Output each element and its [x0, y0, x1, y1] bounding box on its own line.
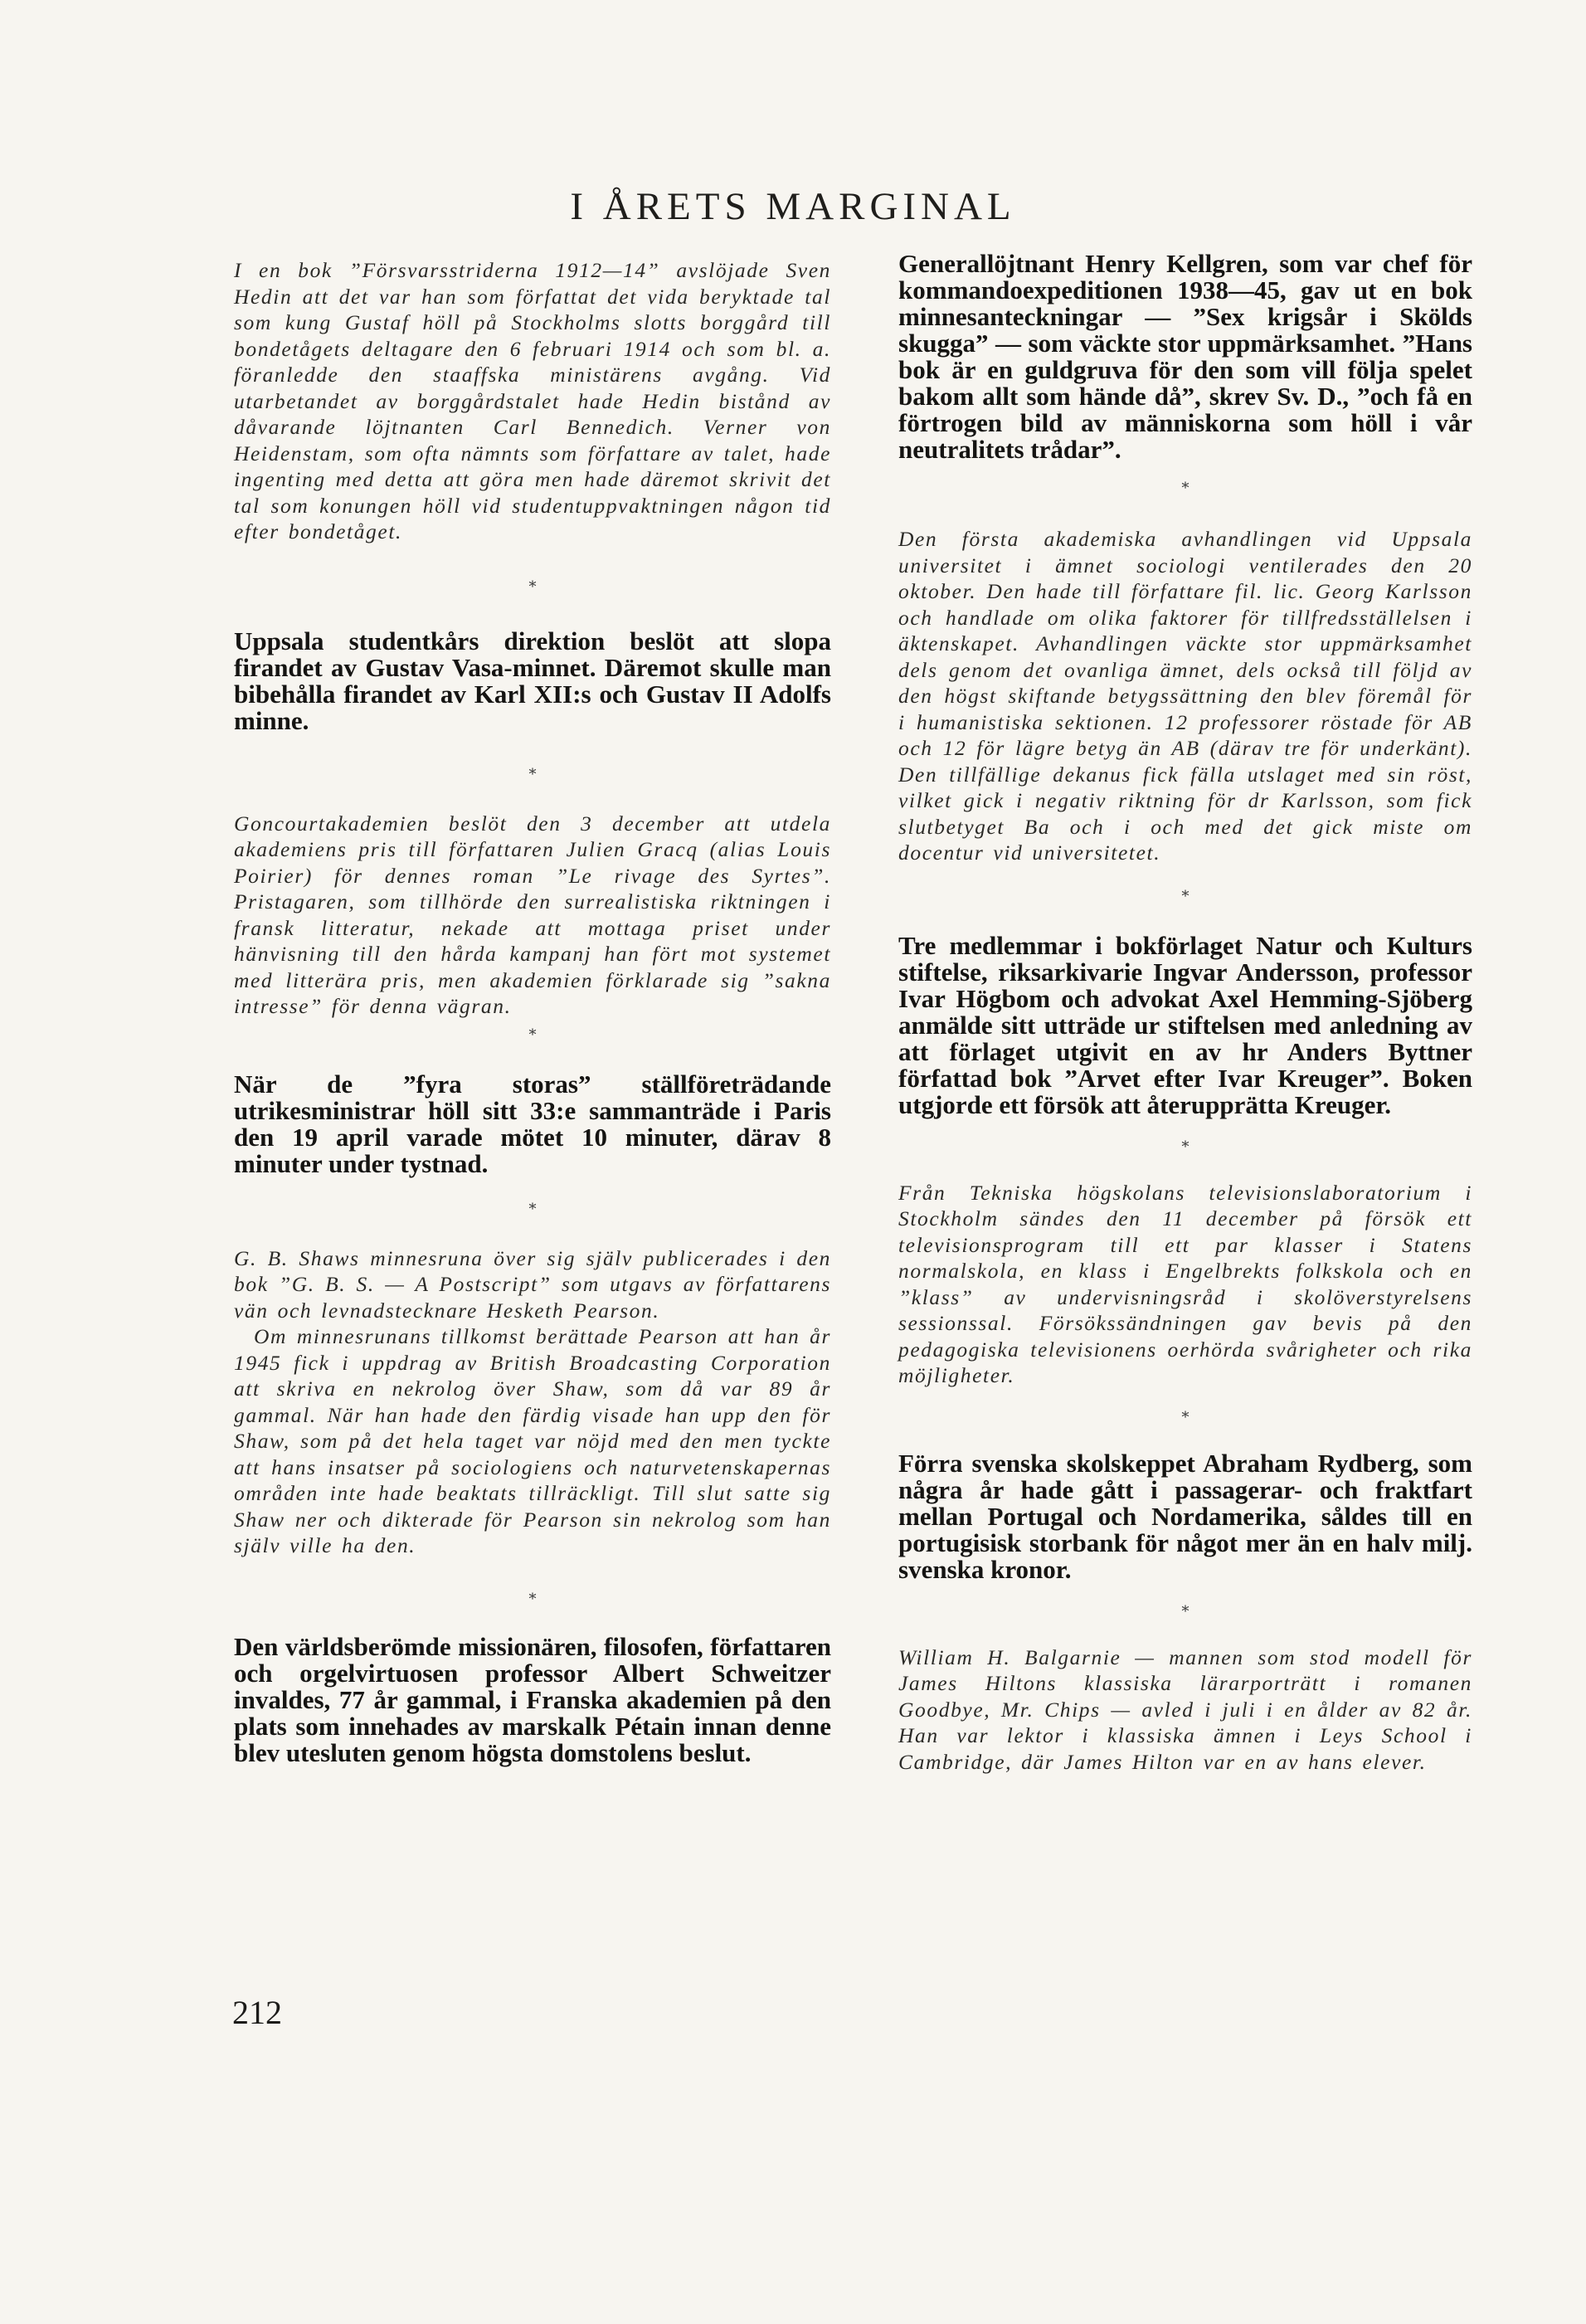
separator-star: * — [528, 1026, 537, 1044]
notice-sociologi — [898, 526, 1472, 866]
notice-television — [898, 1180, 1472, 1389]
separator-star: * — [528, 577, 537, 596]
notice-shaw — [234, 1245, 831, 1559]
separator-star: * — [1181, 1602, 1190, 1620]
notice-text: William H. Balgarnie — mannen som stod modell för James Hiltons klassiska lärarporträtt i romanen Goodbye, Mr. Chips — avled i juli i en ålder av 82 år. Han var lektor i klassiska ämnen i Leys School i Cambridge, där James Hilton var en av hans elever. — [898, 1644, 1472, 1774]
notice-text: Den världsberömde missionären, filosofen, författaren och orgelvirtuosen professor Albert Schweitzer invaldes, 77 år gammal, i Franska akademien på den plats som innehades av marskalk Pétain innan denne blev utesluten genom högsta domstolens beslut. — [234, 1631, 831, 1767]
page-header: I ÅRETS MARGINAL — [570, 185, 1016, 228]
notice-text: Generallöjtnant Henry Kellgren, som var chef för kommandoexpeditionen 1938—45, gav ut en bok minnesanteckningar — ”Sex krigsår i Skölds skugga” — som väckte stor uppmärksamhet. ”Hans bok är en guldgruva för den som vill följa spelet bakom allt som hände då”, skrev Sv. D., ”och få en förtrogen bild av människorna som höll i vår neutralitets trådar”. — [898, 249, 1472, 464]
notice-text: Om minnesrunans tillkomst berättade Pearson att han år 1945 fick i uppdrag av British Broadcasting Corporation att skriva en nekrolog över Shaw, som då var 89 år gammal. När han hade den färdig visade han upp den för Shaw, som på det hela taget var nöjd med den men tyckte att hans insatser på sociologiens och naturvetenskapernas områden inte hade beaktats tillräckligt. Till slut satte sig Shaw ner och dikterade för Pearson sin nekrolog som han själv ville ha den. — [234, 1324, 831, 1557]
notice-fyra-storas — [234, 1071, 831, 1177]
separator-star: * — [528, 1200, 537, 1218]
notice-schweitzer — [234, 1631, 831, 1767]
notice-text: Den första akademiska avhandlingen vid Uppsala universitet i ämnet sociologi ventilerades den 20 oktober. Den hade till författare fil. lic. Georg Karlsson och handlade om olika faktorer för tillfredsställelsen i äktenskapet. Avhandlingen väckte stor uppmärksamhet dels genom det ovanliga ämnet, dels också till följd av den högst skiftande betygssättning den blev föremål för i humanistiska sektionen. 12 professorer röstade för AB och 12 för lägre betyg än AB (därav tre för underkänt). Den tillfällige dekanus fick fälla utslaget med sin röst, vilket gick i negativ riktning för dr Karlsson, som fick slutbetyget Ba och i och med det gick miste om docentur vid universitetet. — [898, 527, 1472, 865]
notice-text: Tre medlemmar i bokförlaget Natur och Kulturs stiftelse, riksarkivarie Ingvar Andersson, professor Ivar Högbom och advokat Axel Hemming-Sjöberg anmälde sitt utträde ur stiftelsen med anledning av att förlaget utgivit en av hr Anders Byttner författad bok ”Arvet efter Ivar Kreuger”. Boken utgjorde ett försök att återupprätta Kreuger. — [898, 930, 1472, 1119]
separator-star: * — [528, 765, 537, 783]
notice-kellgren — [898, 251, 1472, 463]
separator-star: * — [1181, 480, 1190, 497]
separator-star: * — [1181, 1408, 1190, 1426]
notice-hedin — [234, 257, 831, 545]
separator-star: * — [1181, 887, 1190, 905]
notice-goncourt — [234, 811, 831, 1020]
notice-skolskeppet — [898, 1450, 1472, 1583]
notice-text: G. B. Shaws minnesruna över sig själv publicerades i den bok ”G. B. S. — A Postscript” som utgavs av författarens vän och levnadstecknare Hesketh Pearson. — [234, 1245, 831, 1323]
notice-natur-kultur — [898, 930, 1472, 1119]
notice-text: Förra svenska skolskeppet Abraham Rydberg, som några år hade gått i passagerar- och fraktfart mellan Portugal och Nordamerika, såldes till en portugisisk storbank för något mer än en halv milj. svenska kronor. — [898, 1448, 1472, 1584]
right-column — [898, 249, 1472, 1775]
page-number: 212 — [232, 1994, 282, 2031]
separator-star: * — [1181, 1138, 1190, 1156]
notice-text: När de ”fyra storas” ställföreträdande utrikesministrar höll sitt 33:e sammanträde i Paris den 19 april varade mötet 10 minuter, därav 8 minuter under tystnad. — [234, 1069, 831, 1178]
separator-star: * — [528, 1590, 537, 1608]
notice-text: Goncourtakademien beslöt den 3 december att utdela akademiens pris till författaren Julien Gracq (alias Louis Poirier) för dennes roman ”Le rivage des Syrtes”. Pristagaren, som tillhörde den surrealistiska riktningen i fransk litteratur, nekade att mottaga priset under hänvisning till den hårda kampanj han fört mot systemet med litterära pris, men akademien förklarade sig ”sakna intresse” för denna vägran. — [234, 811, 831, 1018]
notice-uppsala — [234, 628, 831, 734]
notice-text: I en bok ”Försvarsstriderna 1912—14” avslöjade Sven Hedin att det var han som författat det vida beryktade tal som kung Gustaf höll på Stockholms slotts borggård till bondetågets deltagare den 6 februari 1914 och som bl. a. föranledde den staaffska ministärens avgång. Vid utarbetandet av borggårdstalet hade Hedin bistånd av dåvarande löjtnanten Carl Bennedich. Verner von Heidenstam, som ofta nämnts som författare av talet, hade ingenting med detta att göra men hade däremot skrivit det tal som konungen höll vid studentuppvaktningen någon tid efter bondetåget. — [234, 258, 831, 543]
notice-text: Från Tekniska högskolans televisionslaboratorium i Stockholm sändes den 11 december på försök ett televisionsprogram till ett par klasser i Statens normalskola, en klass i Engelbrekts folkskola och en ”klass” av undervisningsråd i skolöverstyrelsens sessionssal. Försökssändningen gav bevis på den pedagogiska televisionens oerhörda svårigheter och rika möjligheter. — [898, 1180, 1472, 1387]
notice-text: Uppsala studentkårs direktion beslöt att slopa firandet av Gustav Vasa-minnet. Däremot skulle man bibehålla firandet av Karl XII:s och Gustav II Adolfs minne. — [234, 626, 831, 735]
notice-balgarnie — [898, 1644, 1472, 1776]
left-column — [234, 249, 831, 1766]
